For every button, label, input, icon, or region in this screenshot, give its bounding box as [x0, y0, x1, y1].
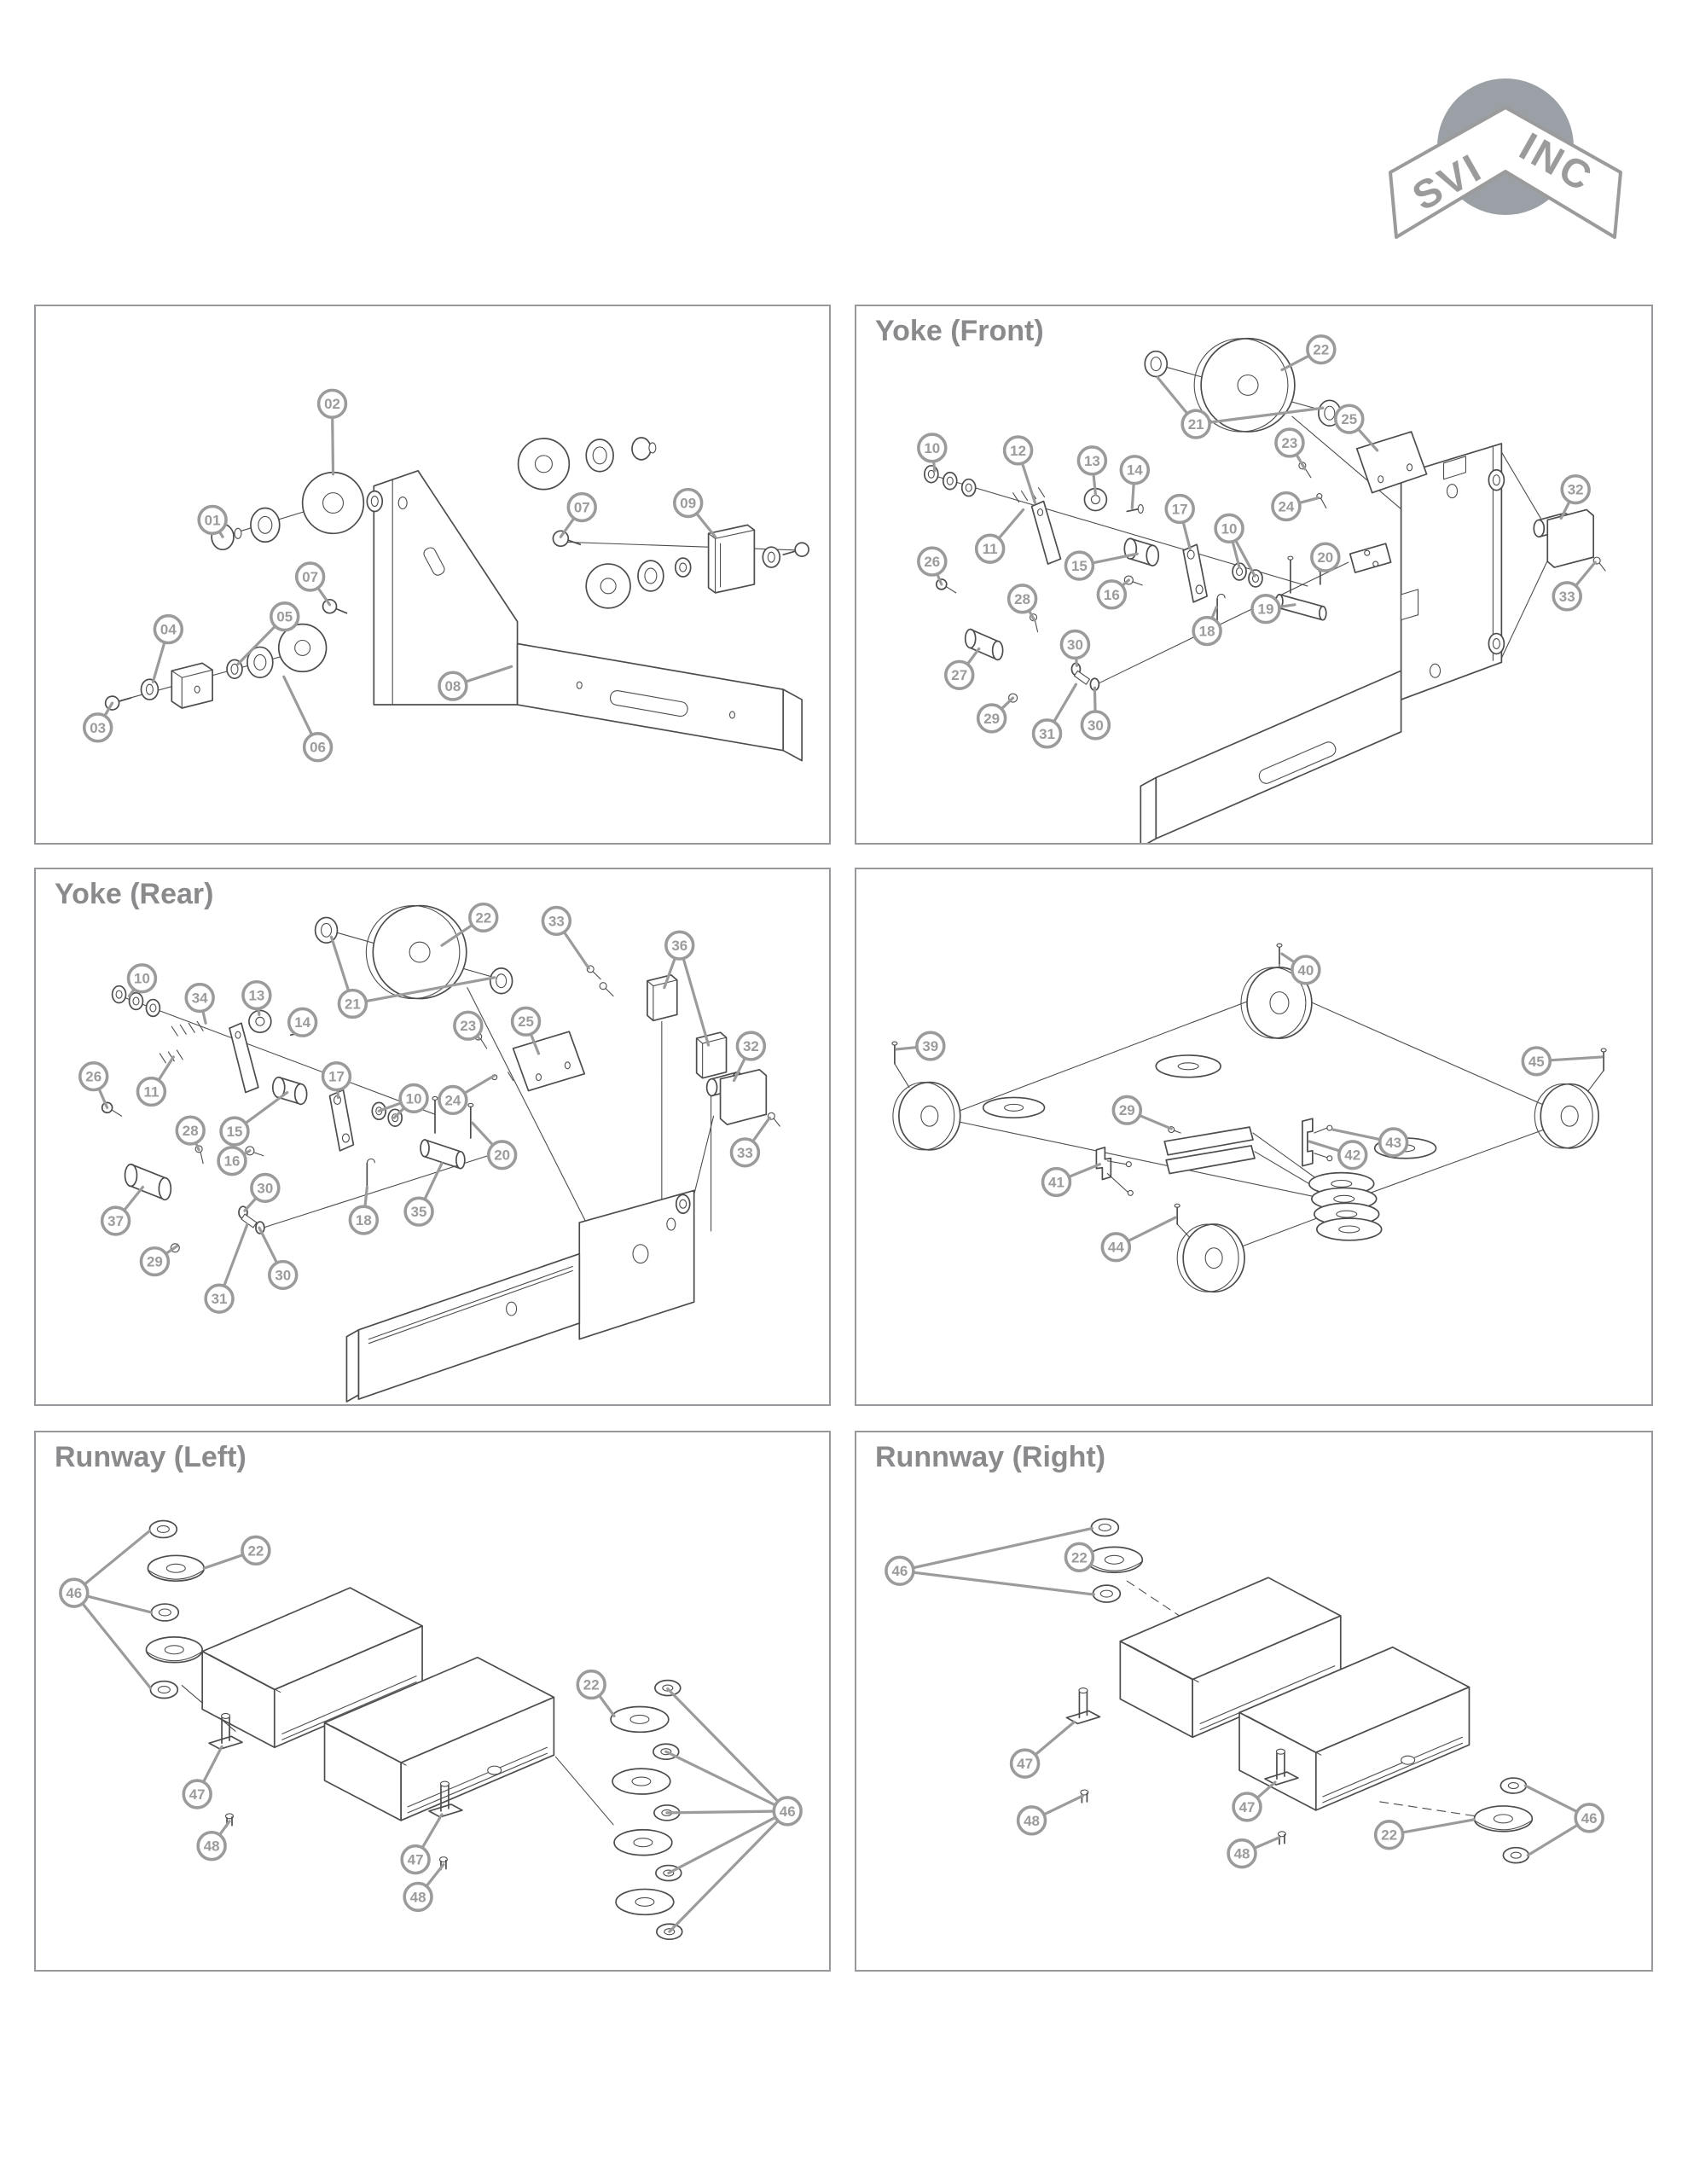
svg-text:10: 10 [134, 970, 150, 987]
callout-badge-42 [1339, 1141, 1366, 1169]
callout-badge-48 [404, 1883, 432, 1910]
svg-text:23: 23 [1281, 434, 1298, 451]
callout-badge-27 [946, 661, 973, 688]
washer-stack-drawing [1309, 1173, 1382, 1240]
svi-logo [1382, 60, 1629, 256]
guide-brackets-drawing [587, 966, 726, 1078]
callout-badge-48 [198, 1833, 225, 1860]
svg-text:09: 09 [680, 495, 697, 512]
svg-text:46: 46 [66, 1585, 83, 1602]
logo-text-inc: INC [1512, 123, 1602, 200]
svg-text:22: 22 [475, 909, 492, 926]
panel-yoke-rear [34, 868, 831, 1406]
callout-badge-03 [84, 714, 112, 741]
svg-text:11: 11 [982, 541, 998, 558]
callout-badge-25 [513, 1008, 540, 1035]
svg-text:22: 22 [583, 1676, 600, 1693]
svg-text:29: 29 [983, 710, 1001, 727]
svg-text:48: 48 [1024, 1812, 1040, 1829]
svg-text:36: 36 [671, 938, 688, 955]
callout-badge-18 [350, 1206, 377, 1234]
callout-badge-14 [289, 1008, 316, 1036]
callout-badge-14 [1121, 456, 1148, 484]
svg-text:24: 24 [444, 1092, 461, 1109]
cap-bushing-washer-left [212, 473, 363, 549]
svg-text:47: 47 [189, 1786, 206, 1803]
runway-drawing [36, 1432, 829, 1970]
callout-badge-16 [1098, 581, 1125, 608]
clevis-bracket-drawing [709, 525, 809, 592]
svg-text:22: 22 [1381, 1827, 1398, 1844]
svg-text:42: 42 [1344, 1147, 1361, 1164]
t-bolt-1-drawing [1066, 1688, 1099, 1803]
logo-text-svi: SVI [1404, 143, 1490, 219]
sheave-bottom-drawing [1175, 1204, 1244, 1292]
callout-badge-40 [1292, 956, 1320, 984]
callout-badge-30 [252, 1175, 279, 1202]
callout-badge-31 [1034, 720, 1061, 747]
lock-plate-drawing [475, 1031, 584, 1090]
svg-text:18: 18 [1198, 623, 1215, 640]
svg-text:47: 47 [407, 1851, 424, 1868]
svg-text:11: 11 [143, 1083, 160, 1101]
svg-text:07: 07 [573, 499, 590, 516]
svg-text:29: 29 [1118, 1102, 1135, 1119]
callout-badge-07 [297, 563, 324, 590]
svg-text:32: 32 [1567, 481, 1584, 498]
callout-badge-46 [61, 1579, 88, 1606]
callout-badge-17 [323, 1063, 351, 1090]
svg-text:39: 39 [922, 1038, 939, 1054]
callout-badge-32 [1562, 476, 1589, 503]
svg-text:16: 16 [1103, 586, 1120, 603]
svg-text:22: 22 [247, 1542, 264, 1560]
panel-title: Runway (Left) [55, 1441, 247, 1473]
button-screw-upper [553, 531, 580, 546]
callout-badge-22 [242, 1536, 270, 1564]
panel-cable-routing [855, 868, 1653, 1406]
callout-badge-13 [1078, 447, 1105, 474]
svg-text:21: 21 [344, 996, 361, 1013]
callout-badge-23 [1276, 429, 1303, 456]
callout-badge-31 [206, 1285, 233, 1312]
callout-badge-23 [455, 1012, 482, 1039]
callout-leader-line [668, 1689, 787, 1811]
svg-text:37: 37 [107, 1213, 125, 1229]
svg-text:47: 47 [1238, 1798, 1256, 1815]
callout-badge-09 [675, 490, 702, 517]
svg-text:19: 19 [1257, 601, 1274, 618]
washer-bushing-cap-top [519, 438, 656, 490]
callout-badge-48 [1018, 1807, 1046, 1834]
svg-text:48: 48 [409, 1889, 426, 1906]
svg-text:33: 33 [548, 913, 565, 930]
callout-badge-24 [1273, 493, 1300, 520]
svg-text:46: 46 [779, 1803, 796, 1820]
callout-badge-28 [1009, 585, 1036, 613]
callout-badge-47 [1012, 1750, 1039, 1777]
callout-badge-32 [737, 1032, 764, 1060]
svg-text:28: 28 [182, 1123, 199, 1140]
svg-text:24: 24 [1278, 498, 1295, 515]
callout-badge-33 [1553, 583, 1581, 610]
callout-badge-45 [1523, 1048, 1550, 1075]
panel-yoke-front [855, 305, 1653, 845]
yoke-plate-drawing [1401, 444, 1505, 700]
callout-badge-43 [1380, 1129, 1407, 1156]
beam-drawing [518, 643, 803, 760]
svg-text:10: 10 [405, 1090, 422, 1107]
callout-badge-29 [978, 705, 1006, 732]
svg-text:41: 41 [1048, 1174, 1064, 1191]
svg-text:26: 26 [85, 1068, 102, 1085]
svg-text:34: 34 [191, 990, 208, 1007]
callout-leader-line [900, 1528, 1093, 1571]
svg-text:32: 32 [742, 1038, 759, 1054]
runway-drawing [856, 1432, 1651, 1970]
callout-badge-20 [1312, 543, 1339, 571]
callout-badge-28 [177, 1117, 204, 1144]
svg-text:30: 30 [257, 1180, 274, 1197]
svg-text:47: 47 [1017, 1756, 1034, 1773]
callout-badge-22 [1065, 1543, 1093, 1571]
callout-badge-34 [186, 985, 213, 1012]
t-bolt-1-drawing [209, 1713, 242, 1826]
svg-text:31: 31 [211, 1291, 228, 1308]
right-washer-stack-drawing [611, 1681, 682, 1940]
svg-text:04: 04 [160, 621, 177, 638]
svg-text:15: 15 [226, 1124, 243, 1140]
svg-text:12: 12 [1010, 442, 1027, 459]
callout-badge-29 [1113, 1096, 1140, 1124]
callout-badge-36 [666, 932, 693, 959]
callout-badge-22 [1376, 1821, 1403, 1849]
svg-text:18: 18 [355, 1212, 372, 1228]
callout-badge-30 [270, 1262, 297, 1289]
callout-badge-15 [1065, 552, 1093, 579]
right-washer-group-drawing [1474, 1778, 1532, 1863]
callout-badge-37 [102, 1207, 130, 1234]
panel-runway-right [855, 1431, 1653, 1972]
svg-text:06: 06 [310, 739, 326, 756]
callout-badge-08 [439, 672, 467, 700]
callout-badge-11 [977, 535, 1004, 562]
washer-bushing-row-right [586, 558, 690, 608]
callout-leader-line [74, 1593, 151, 1687]
svg-text:20: 20 [1317, 549, 1334, 566]
svg-text:40: 40 [1297, 961, 1314, 979]
cable-routing-drawing [856, 869, 1651, 1404]
callout-badge-20 [489, 1141, 516, 1169]
svg-text:17: 17 [328, 1068, 345, 1085]
callout-badge-22 [470, 904, 497, 932]
callout-badge-13 [243, 982, 270, 1009]
svg-text:23: 23 [460, 1018, 477, 1035]
callout-badge-47 [1233, 1793, 1261, 1821]
svg-text:08: 08 [444, 678, 461, 695]
callout-badge-47 [402, 1846, 429, 1873]
callout-badge-33 [731, 1139, 758, 1166]
exploded-drawing [856, 306, 1651, 843]
callout-badge-04 [154, 616, 182, 643]
svg-text:07: 07 [302, 568, 319, 585]
callout-badge-46 [886, 1557, 914, 1584]
svg-text:30: 30 [1087, 717, 1104, 734]
callout-badge-47 [183, 1780, 211, 1808]
svg-text:27: 27 [951, 667, 968, 684]
yoke-plate-drawing [579, 1190, 693, 1339]
callout-badge-25 [1336, 405, 1363, 433]
callout-badge-01 [199, 507, 226, 534]
callout-badge-48 [1228, 1840, 1256, 1867]
beam-drawing [346, 1254, 579, 1402]
callout-badge-07 [568, 494, 595, 521]
callout-leader-line [680, 945, 709, 1045]
svg-text:30: 30 [275, 1267, 292, 1284]
callout-badge-19 [1252, 595, 1279, 623]
callout-badge-21 [1182, 410, 1209, 438]
callout-badge-05 [271, 603, 299, 630]
yoke-plate-drawing [367, 471, 517, 705]
svg-text:10: 10 [1221, 520, 1238, 537]
callout-leader-line [667, 1811, 787, 1813]
callout-badge-17 [1166, 496, 1193, 523]
anchor-plate-drawing [1350, 543, 1391, 572]
svg-text:01: 01 [204, 512, 221, 529]
callout-badge-22 [577, 1671, 605, 1699]
svg-text:15: 15 [1071, 558, 1088, 575]
callout-badge-10 [400, 1085, 427, 1112]
callout-badge-33 [542, 908, 570, 935]
svg-text:13: 13 [1083, 452, 1100, 469]
callout-badge-22 [1308, 336, 1335, 363]
beam-drawing [1140, 671, 1401, 843]
left-washer-column-drawing [146, 1521, 204, 1699]
svg-text:28: 28 [1014, 590, 1031, 607]
exploded-drawing [36, 306, 829, 843]
callout-badge-24 [439, 1087, 467, 1114]
svg-text:16: 16 [223, 1153, 241, 1170]
left-washer-group-drawing [1086, 1519, 1142, 1603]
callout-badge-06 [305, 734, 332, 761]
callout-badge-46 [774, 1798, 801, 1825]
svg-text:44: 44 [1107, 1239, 1124, 1256]
panel-runway-left [34, 1431, 831, 1972]
svg-text:05: 05 [276, 608, 293, 625]
callout-badge-10 [1215, 514, 1243, 542]
callout-badge-30 [1082, 712, 1109, 739]
callout-badge-11 [137, 1078, 165, 1106]
svg-text:20: 20 [494, 1147, 511, 1164]
svg-text:21: 21 [1187, 416, 1204, 433]
svg-text:22: 22 [1071, 1549, 1088, 1566]
svg-text:14: 14 [294, 1014, 311, 1031]
callout-badge-44 [1102, 1234, 1129, 1261]
svg-text:29: 29 [146, 1253, 163, 1270]
svg-text:02: 02 [324, 396, 340, 413]
callout-badge-39 [917, 1032, 944, 1060]
callout-leader-line [669, 1811, 787, 1873]
svg-text:45: 45 [1528, 1053, 1545, 1070]
svg-text:22: 22 [1313, 341, 1330, 358]
callout-badge-46 [1575, 1804, 1603, 1832]
callout-leader-line [666, 1751, 787, 1811]
svg-text:10: 10 [924, 439, 941, 456]
callout-badge-26 [80, 1063, 107, 1090]
svg-text:17: 17 [1171, 501, 1188, 518]
callout-leader-line [900, 1571, 1094, 1594]
svg-text:48: 48 [203, 1838, 220, 1855]
svg-text:26: 26 [924, 554, 941, 571]
panel-yoke-weldment [34, 305, 831, 845]
callout-badge-10 [129, 965, 156, 992]
equalizer-bars-drawing [1164, 1127, 1255, 1174]
callout-badge-10 [919, 434, 946, 462]
callout-badge-41 [1043, 1169, 1070, 1196]
svg-text:13: 13 [248, 987, 265, 1004]
svg-text:31: 31 [1039, 725, 1055, 742]
svg-text:25: 25 [1341, 411, 1358, 428]
panel-title: Yoke (Front) [875, 315, 1044, 347]
panel-title: Yoke (Rear) [55, 878, 214, 910]
svg-text:46: 46 [1581, 1809, 1598, 1827]
callout-leader-line [670, 1811, 787, 1931]
svg-text:14: 14 [1126, 462, 1143, 479]
svg-text:30: 30 [1067, 636, 1083, 653]
svi-logo-graphic [1382, 60, 1629, 256]
callout-badge-15 [221, 1118, 248, 1145]
svg-text:43: 43 [1385, 1134, 1402, 1151]
exploded-drawing [36, 869, 829, 1404]
panel-title: Runnway (Right) [875, 1441, 1106, 1473]
svg-text:46: 46 [891, 1563, 908, 1580]
callout-badge-02 [319, 390, 346, 417]
callout-badge-29 [141, 1248, 168, 1275]
latch-bracket-right-drawing [1302, 1118, 1332, 1165]
callout-badge-30 [1061, 631, 1088, 659]
svg-text:35: 35 [410, 1204, 427, 1221]
svg-text:33: 33 [737, 1144, 753, 1161]
callout-badge-21 [339, 990, 366, 1018]
callout-badge-26 [919, 548, 946, 575]
callout-badge-16 [218, 1147, 246, 1175]
callout-badge-35 [405, 1198, 432, 1225]
svg-text:03: 03 [90, 719, 107, 736]
callout-badge-18 [1193, 618, 1221, 645]
svg-text:48: 48 [1233, 1845, 1250, 1862]
svg-text:25: 25 [518, 1014, 534, 1031]
callout-badge-12 [1005, 437, 1032, 464]
svg-text:33: 33 [1558, 588, 1575, 605]
